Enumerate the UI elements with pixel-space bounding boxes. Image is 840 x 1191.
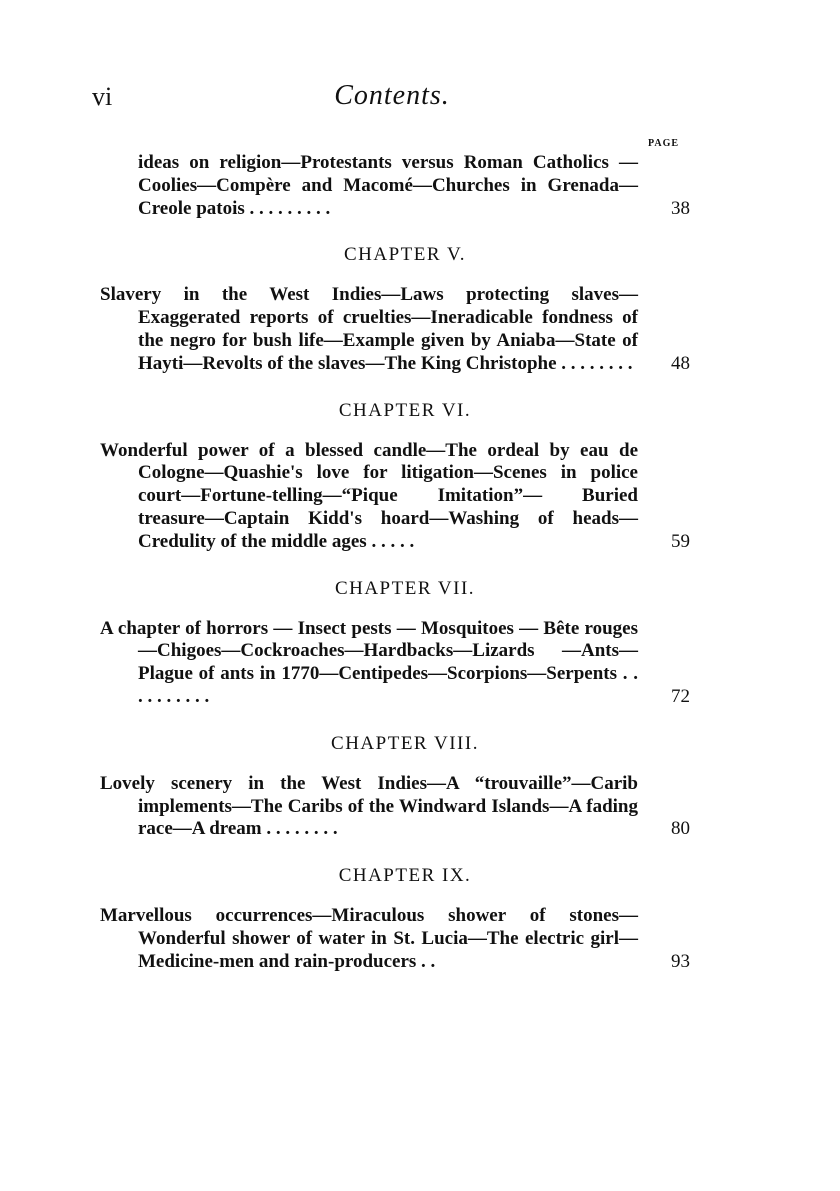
page-column-label: PAGE bbox=[648, 138, 680, 149]
contents-entry bbox=[100, 284, 690, 375]
entry-page-number: 48 bbox=[671, 352, 690, 374]
contents-entry bbox=[100, 773, 690, 841]
chapter-heading: CHAPTER V. bbox=[344, 244, 466, 266]
page-folio: vi bbox=[92, 82, 113, 111]
entry-text: Marvellous occurrences—Miraculous shower of stones— Wonderful shower of water in St. Lucia—The electric girl—Medicine-men and rain-producers . . bbox=[100, 905, 638, 972]
contents-entry bbox=[100, 905, 690, 973]
entry-text: ideas on religion—Protestants versus Roman Catholics —Coolies—Compère and Macomé—Churches in Grenada—Creole patois . . . . . . . . . bbox=[138, 152, 638, 219]
chapter-heading: CHAPTER VIII. bbox=[331, 732, 479, 754]
running-title: Contents. bbox=[334, 80, 450, 111]
chapter-heading: CHAPTER IX. bbox=[338, 865, 472, 887]
contents-list bbox=[100, 152, 690, 974]
entry-page-number: 72 bbox=[671, 685, 690, 707]
entry-page-number: 93 bbox=[671, 950, 690, 972]
contents-entry bbox=[100, 440, 690, 554]
chapter-heading: CHAPTER VII. bbox=[334, 577, 476, 599]
contents-entry bbox=[100, 152, 690, 220]
entry-page-number: 38 bbox=[671, 197, 690, 219]
entry-text: Wonderful power of a blessed candle—The ordeal by eau de Cologne—Quashie's love for litigation—Scenes in police court—Fortune-telling—“Pique Imitation”— Buried treasure—Captain Kidd's hoard—Washing of heads—Credulity of the middle ages . . . . . bbox=[100, 439, 638, 552]
entry-text: A chapter of horrors — Insect pests — Mosquitoes — Bête rouges—Chigoes—Cockroaches—Hardbacks—Lizards —Ants—Plague of ants in 1770—Centipedes—Scorpions—Serpents . . . . . . . . . . bbox=[100, 617, 638, 707]
page-header bbox=[92, 80, 692, 120]
entry-page-number: 59 bbox=[671, 530, 690, 552]
entry-text: Lovely scenery in the West Indies—A “trouvaille”—Carib implements—The Caribs of the Windward Islands—A fading race—A dream . . . . . . . . bbox=[100, 772, 638, 840]
contents-entry bbox=[100, 618, 690, 709]
entry-text: Slavery in the West Indies—Laws protecting slaves— Exaggerated reports of cruelties—Ineradicable fondness of the negro for bush life—Example given by Aniaba—State of Hayti—Revolts of the slaves—The King Christophe . . . . . . . . bbox=[100, 284, 638, 374]
chapter-heading: CHAPTER VI. bbox=[338, 399, 472, 421]
entry-page-number: 80 bbox=[671, 818, 690, 840]
